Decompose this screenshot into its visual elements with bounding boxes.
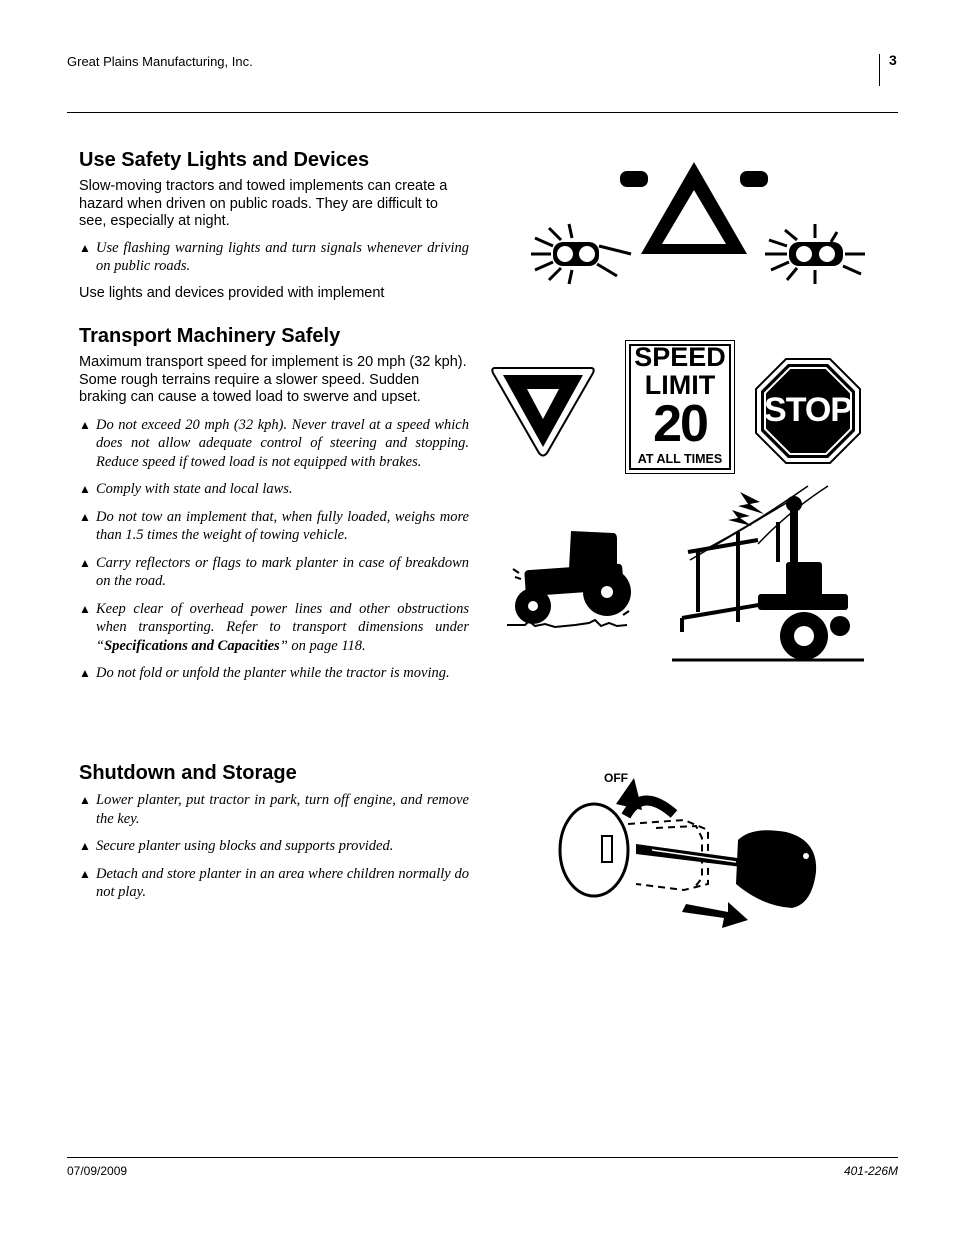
- speed-limit-line1: SPEED: [634, 342, 726, 372]
- bullet-item: ▲ Use flashing warning lights and turn signals whenever driving on public roads.: [79, 239, 469, 274]
- section-title: Shutdown and Storage: [79, 762, 297, 784]
- triangle-bullet-icon: ▲: [79, 601, 91, 616]
- key-icon: [636, 830, 816, 908]
- header-company: Great Plains Manufacturing, Inc.: [67, 54, 253, 69]
- triangle-bullet-icon: ▲: [79, 839, 91, 853]
- yield-sign-icon: [489, 365, 597, 457]
- triangle-bullet-icon: ▲: [79, 866, 91, 881]
- header-divider: [879, 54, 880, 86]
- speed-limit-line2: LIMIT: [644, 370, 716, 400]
- section-shutdown: [79, 762, 469, 911]
- planter-hopper-icon: [758, 496, 848, 610]
- footer-date: 07/09/2009: [67, 1164, 128, 1178]
- bullet-item: ▲ Carry reflectors or flags to mark planter in case of breakdown on the road.: [79, 554, 469, 589]
- top-rule: [67, 112, 898, 113]
- section-transport: [79, 325, 469, 692]
- bullet-item: ▲ Do not tow an implement that, when fully loaded, weighs more than 1.5 times the weight of towing vehicle.: [79, 508, 469, 543]
- off-label: OFF: [604, 771, 628, 785]
- amber-light-right-icon: [740, 171, 768, 187]
- planter-frame-icon: [682, 522, 788, 632]
- planter-wheel-icon: [780, 612, 850, 660]
- triangle-bullet-icon: ▲: [79, 555, 91, 570]
- speed-limit-sign: [625, 340, 735, 474]
- bullet-item: ▲ Comply with state and local laws.: [79, 481, 293, 497]
- bullet-item: ▲ Detach and store planter in an area where children normally do not play.: [79, 865, 469, 900]
- bullet-item: ▲ Lower planter, put tractor in park, turn off engine, and remove the key.: [79, 792, 469, 827]
- bullet-item: ▲ Do not exceed 20 mph (32 kph). Never travel at a speed which does not allow adequate control of steering and stopping. Reduce speed if towed load is not equipped with brakes.: [79, 416, 469, 470]
- section-intro: Slow-moving tractors and towed implements can create a hazard when driven on public roads. They are difficult to see, especially at night.: [79, 178, 448, 229]
- speed-limit-line3: AT ALL TIMES: [637, 452, 723, 466]
- section-safety-lights: [79, 149, 469, 310]
- section-intro: Maximum transport speed for implement is 20 mph (32 kph). Some rough terrains require a slower speed. Sudden braking can cause a towed load to swerve and upset.: [79, 354, 467, 405]
- stop-sign-text: STOP: [764, 391, 852, 429]
- smv-triangle-icon: [641, 162, 747, 254]
- ignition-switch-icon: [560, 804, 628, 896]
- bullet-item: ▲ Keep clear of overhead power lines and other obstructions when transporting. Refer to transport dimensions under “Specifications and Capacities” on page 118.: [79, 600, 469, 654]
- lightning-spark-icon: [728, 492, 764, 526]
- bullet-item: ▲ Do not fold or unfold the planter while the tractor is moving.: [79, 665, 450, 681]
- tractor-rough-terrain-illustration: [505, 527, 635, 632]
- pull-arrow-icon: [682, 902, 748, 928]
- section-title: Transport Machinery Safely: [79, 325, 341, 347]
- cross-reference: “Specifications and Capacities” on page 118.: [96, 637, 366, 654]
- bullet-item: ▲ Secure planter using blocks and supports provided.: [79, 838, 394, 854]
- triangle-bullet-icon: ▲: [79, 666, 91, 680]
- tractor-icon: [515, 531, 631, 624]
- stop-sign: [755, 358, 861, 464]
- triangle-bullet-icon: ▲: [79, 240, 91, 255]
- amber-light-left-icon: [620, 171, 648, 187]
- safety-lights-illustration: [525, 160, 870, 285]
- speed-limit-value: 20: [653, 395, 707, 453]
- key-switch-illustration: [556, 768, 826, 930]
- triangle-bullet-icon: ▲: [79, 509, 91, 524]
- triangle-bullet-icon: ▲: [79, 482, 91, 496]
- footer-doc-number: 401-226M: [843, 1164, 898, 1178]
- page-number: 3: [889, 52, 897, 68]
- section-outro: Use lights and devices provided with implement: [79, 284, 385, 301]
- triangle-bullet-icon: ▲: [79, 793, 91, 807]
- flashing-light-left-icon: [531, 224, 631, 284]
- planter-power-lines-illustration: [668, 482, 868, 664]
- triangle-bullet-icon: ▲: [79, 417, 91, 432]
- section-title: Use Safety Lights and Devices: [79, 149, 370, 171]
- bottom-rule: [67, 1157, 898, 1158]
- flashing-light-right-icon: [765, 224, 865, 284]
